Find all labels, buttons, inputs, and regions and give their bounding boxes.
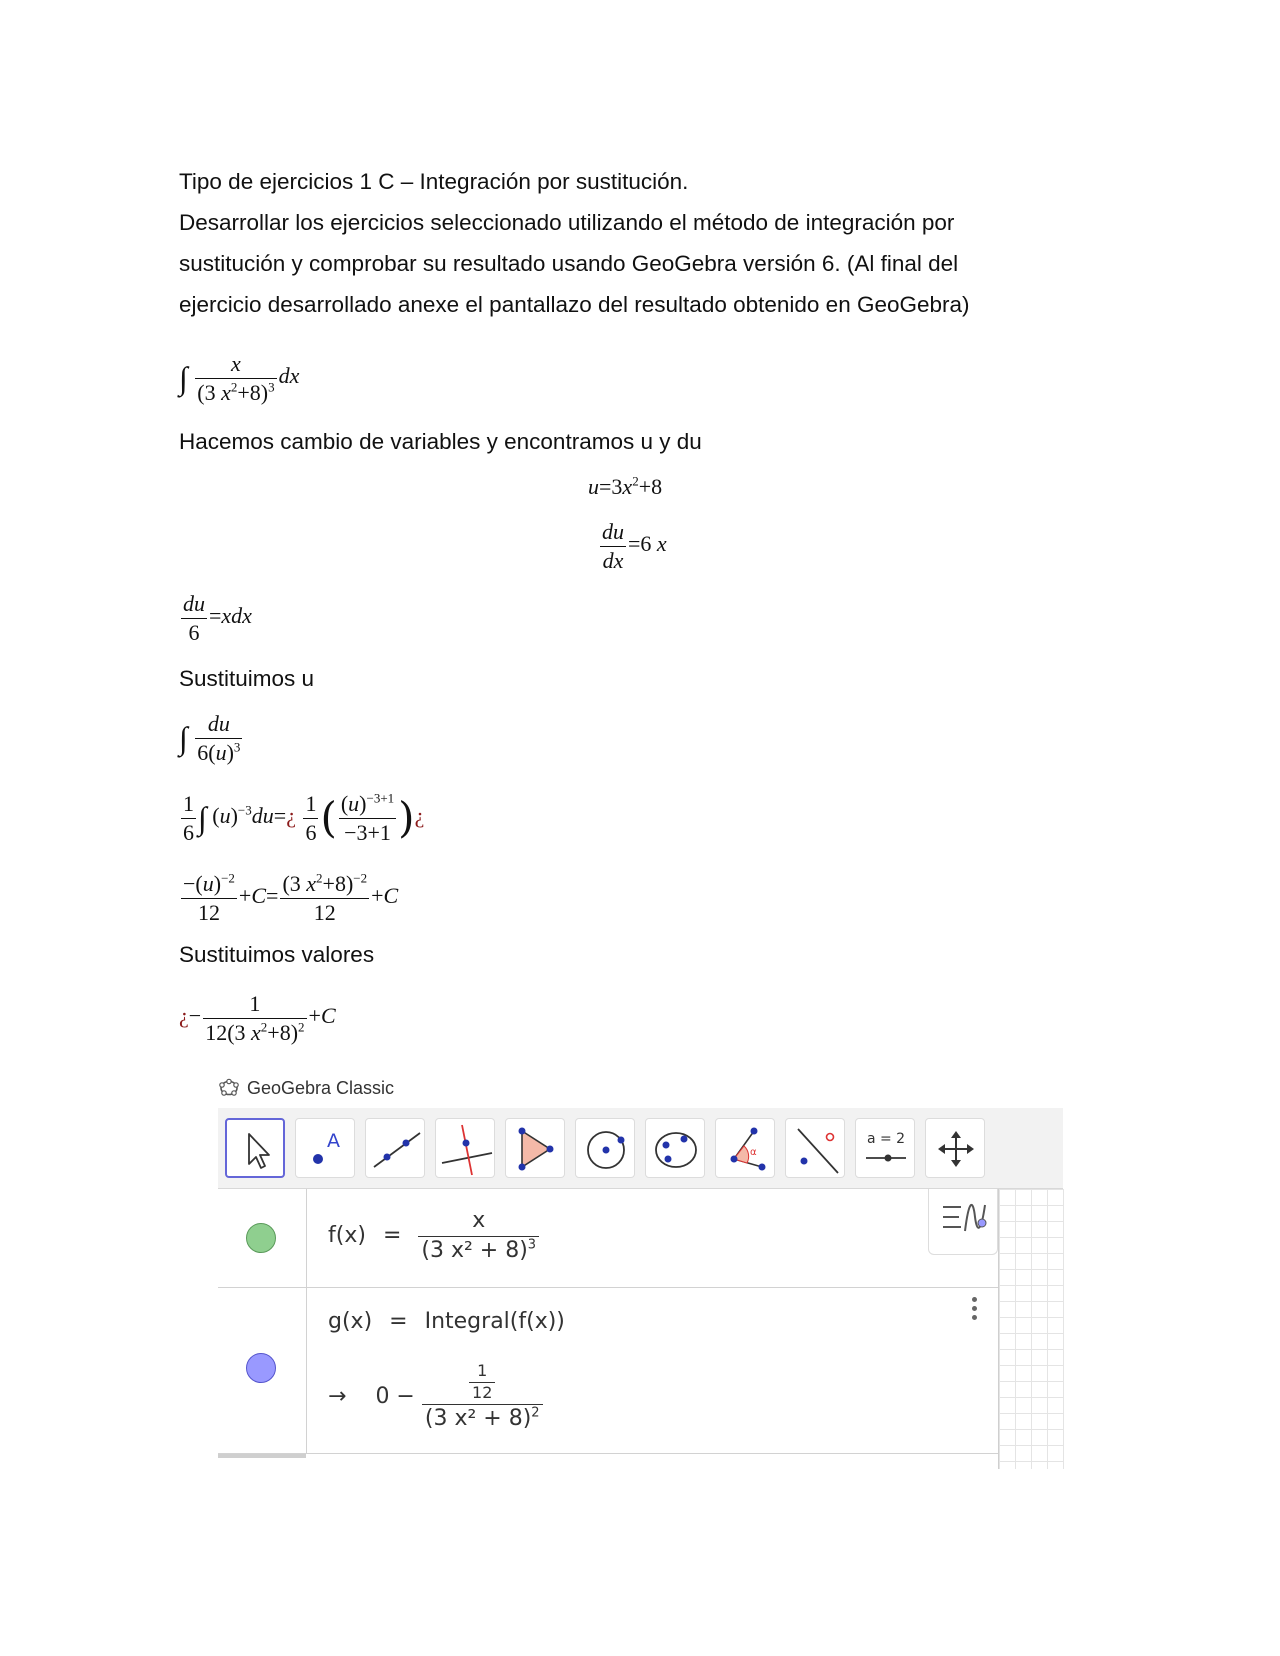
point-tool-button[interactable]: [295, 1118, 355, 1178]
slider-tool-button[interactable]: [855, 1118, 915, 1178]
cursor-arrow-icon: [227, 1120, 287, 1180]
f-lhs: f(x): [328, 1223, 366, 1249]
f-den-exponent: 3: [527, 1237, 537, 1253]
g-output-numerator: [422, 1361, 543, 1405]
substitution-intro: Hacemos cambio de variables y encontramos u y du: [179, 429, 702, 454]
g-output-fraction: [422, 1361, 543, 1433]
output-arrow-icon: →: [328, 1384, 347, 1410]
g-inner-denominator: 12: [472, 1382, 493, 1402]
visibility-toggle-green[interactable]: [246, 1223, 276, 1253]
perpendicular-line-tool-button[interactable]: [435, 1118, 495, 1178]
line-tool-button[interactable]: [365, 1118, 425, 1178]
f-denominator: [418, 1237, 539, 1266]
polygon-icon: [506, 1119, 566, 1179]
g-rhs: Integral(f(x)): [424, 1309, 565, 1334]
heading-line: Tipo de ejercicios 1 C – Integración por sustitución.: [179, 169, 689, 194]
conic-tool-button[interactable]: [645, 1118, 705, 1178]
input-row-marker: [218, 1454, 306, 1458]
algebra-row-f[interactable]: [218, 1189, 998, 1288]
polygon-tool-button[interactable]: [505, 1118, 565, 1178]
slider-label: a = 2: [866, 1131, 906, 1147]
angle-icon: [716, 1119, 776, 1179]
g-output-zero: 0 −: [375, 1384, 415, 1410]
f-den-base: (3 x² + 8): [421, 1237, 528, 1263]
g-inner-numerator: 1: [469, 1361, 495, 1383]
line-icon: [366, 1119, 426, 1179]
substitute-u-text: Sustituimos u: [179, 666, 315, 691]
geogebra-title: GeoGebra Classic: [247, 1077, 395, 1098]
angle-tool-button[interactable]: [715, 1118, 775, 1178]
instruction-line-2: sustitución y comprobar su resultado usando GeoGebra versión 6. (Al final del: [179, 251, 959, 276]
substitute-values-text: Sustituimos valores: [179, 942, 375, 967]
point-icon: [296, 1119, 356, 1179]
f-expression[interactable]: [328, 1207, 539, 1265]
f-fraction: [418, 1207, 539, 1265]
integral-equation: ∫ $\frac{x}{(3 x^2+8)^3}$ dx: [179, 351, 300, 405]
reflect-icon: [786, 1119, 846, 1179]
instruction-line-3: ejercicio desarrollado anexe el pantallazo del resultado obtenido en GeoGebra): [179, 292, 970, 317]
visibility-toggle-blue[interactable]: [246, 1353, 276, 1383]
instruction-line-1: Desarrollar los ejercicios seleccionado utilizando el método de integración por: [179, 210, 955, 235]
g-inner-fraction: [469, 1361, 495, 1404]
f-numerator: x: [418, 1207, 539, 1237]
conic-icon: [646, 1119, 706, 1179]
circle-tool-button[interactable]: [575, 1118, 635, 1178]
g-input-expression[interactable]: [328, 1309, 565, 1334]
g-lhs: g(x): [328, 1309, 373, 1334]
move-arrows-icon: [926, 1119, 986, 1179]
g-output-denominator: [422, 1405, 543, 1434]
final-result-equation: ¿− $\frac{1}{12(3 x^2+8)^2}$ +C: [179, 991, 336, 1045]
circle-center-icon: [576, 1119, 636, 1179]
svg-text:α: α: [750, 1147, 757, 1158]
g-den-exponent: 2: [531, 1405, 540, 1421]
slider-icon: [856, 1119, 916, 1179]
graphics-view[interactable]: [998, 1189, 1064, 1469]
geogebra-screenshot: [218, 1075, 1063, 1470]
move-graphics-tool-button[interactable]: [925, 1118, 985, 1178]
antiderivative-equation: $\frac{-(u)^{-2}}{12}$ +C= $\frac{(3 x^2+8)^{-2}}{12}$ +C: [183, 870, 399, 925]
algebra-view: [218, 1189, 998, 1469]
substituted-integral-equation: ∫ $\frac{du}{6(u)^3}$: [179, 711, 241, 765]
graph-style-icon: [929, 1189, 999, 1249]
g-equals: =: [389, 1309, 408, 1334]
geogebra-logo-icon: [218, 1077, 240, 1099]
f-equals: =: [382, 1223, 402, 1249]
graph-view-toggle[interactable]: [928, 1189, 998, 1255]
svg-text:A: A: [327, 1130, 340, 1152]
algebra-row-g[interactable]: [218, 1287, 998, 1454]
row-marker: [218, 1189, 307, 1287]
more-options-icon[interactable]: [972, 1297, 978, 1324]
g-output-expression: [328, 1361, 543, 1433]
u-definition-equation: $u=3x^2+8$: [588, 473, 663, 499]
differential-equation: $\frac{du}{6}$ =xdx: [183, 591, 252, 645]
reflect-tool-button[interactable]: [785, 1118, 845, 1178]
power-rule-equation: $\frac{1}{6}$ ∫ $(u)^{-3}du=¿$ $\frac{1}{6}$ ( $\frac{(u)^{-3+1}}{-3+1}$ )¿: [183, 790, 425, 845]
geogebra-toolbar: [218, 1108, 1063, 1189]
row-marker: [218, 1287, 307, 1453]
g-den-base: (3 x² + 8): [424, 1405, 532, 1431]
perpendicular-line-icon: [436, 1119, 496, 1179]
geogebra-title-bar: [218, 1075, 394, 1101]
derivative-equation: $\frac{du}{dx}$ =6 x: [602, 519, 667, 573]
move-tool-button[interactable]: [225, 1118, 285, 1178]
